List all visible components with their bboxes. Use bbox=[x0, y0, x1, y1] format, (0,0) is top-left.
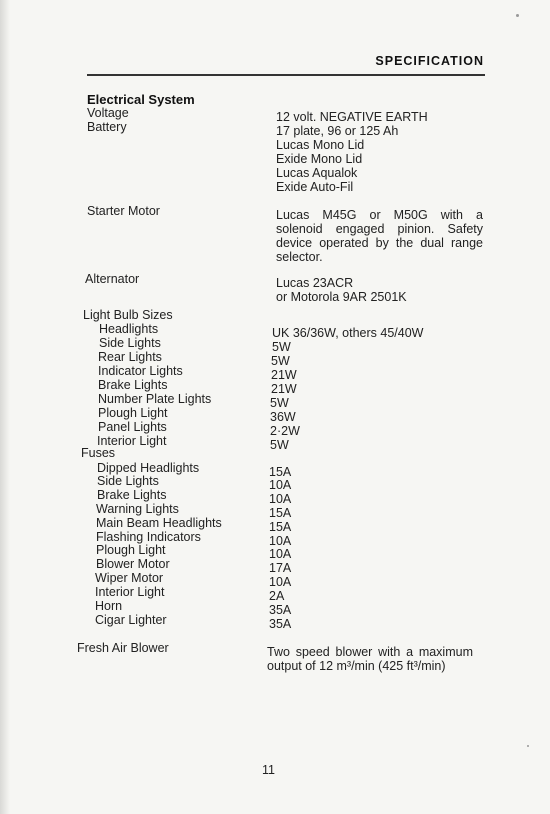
battery-line: Exide Auto-Fil bbox=[276, 180, 354, 194]
page-spine-shadow bbox=[0, 0, 10, 814]
fuse-name: Side Lights bbox=[97, 474, 159, 488]
fuse-name: Blower Motor bbox=[96, 557, 170, 571]
fuse-name: Cigar Lighter bbox=[95, 613, 167, 627]
fuse-value: 15A bbox=[269, 520, 292, 534]
battery-line: Lucas Mono Lid bbox=[276, 138, 365, 152]
bulb-name: Indicator Lights bbox=[98, 364, 183, 378]
voltage-value: 12 volt. NEGATIVE EARTH bbox=[276, 110, 428, 124]
bulb-name: Plough Light bbox=[98, 406, 168, 420]
battery-line: 17 plate, 96 or 125 Ah bbox=[276, 124, 399, 138]
starter-value: Lucas M45G or M50G with a solenoid engaged pinion. Safety device operated by the dual range selector. bbox=[276, 208, 483, 264]
battery-line: Lucas Aqualok bbox=[276, 166, 358, 180]
fuse-value: 17A bbox=[269, 561, 292, 575]
fuse-name: Wiper Motor bbox=[95, 571, 164, 585]
fuse-value: 10A bbox=[269, 547, 292, 561]
bulb-name: Headlights bbox=[99, 322, 159, 336]
bulb-value: 5W bbox=[270, 396, 289, 410]
bulb-value: 5W bbox=[272, 340, 291, 354]
header-rule bbox=[87, 74, 485, 76]
bulb-value: 5W bbox=[270, 438, 289, 452]
fuse-name: Plough Light bbox=[96, 543, 166, 557]
fresh-air-blower-label: Fresh Air Blower bbox=[77, 641, 169, 655]
fuse-name: Brake Lights bbox=[97, 488, 167, 502]
bulb-name: Side Lights bbox=[99, 336, 161, 350]
fuse-value: 15A bbox=[269, 506, 292, 520]
fuse-name: Warning Lights bbox=[96, 502, 179, 516]
fuse-name: Flashing Indicators bbox=[96, 530, 201, 544]
page-speck bbox=[516, 14, 519, 17]
bulb-value: 36W bbox=[270, 410, 296, 424]
fuse-value: 10A bbox=[269, 478, 292, 492]
fuse-value: 15A bbox=[269, 465, 292, 479]
fuse-name: Dipped Headlights bbox=[97, 461, 200, 475]
bulb-name: Panel Lights bbox=[98, 420, 167, 434]
fuse-value: 10A bbox=[269, 534, 292, 548]
bulb-name: Number Plate Lights bbox=[98, 392, 212, 406]
fuses-label: Fuses bbox=[81, 446, 116, 460]
alternator-line: Lucas 23ACR bbox=[276, 276, 354, 290]
bulb-value: 2·2W bbox=[270, 424, 300, 438]
section-title: Electrical System bbox=[87, 92, 195, 107]
page-header-title: SPECIFICATION bbox=[375, 54, 484, 68]
alternator-label: Alternator bbox=[85, 272, 140, 286]
voltage-label: Voltage bbox=[87, 106, 129, 120]
battery-label: Battery bbox=[87, 120, 127, 134]
fuse-name: Horn bbox=[95, 599, 123, 613]
page-speck bbox=[527, 745, 529, 747]
bulb-name: Rear Lights bbox=[98, 350, 162, 364]
fuse-name: Interior Light bbox=[95, 585, 165, 599]
fuse-value: 10A bbox=[269, 492, 292, 506]
fuse-value: 35A bbox=[269, 617, 292, 631]
fuse-value: 35A bbox=[269, 603, 292, 617]
bulb-value: UK 36/36W, others 45/40W bbox=[272, 326, 424, 340]
starter-label: Starter Motor bbox=[87, 204, 160, 218]
bulb-value: 21W bbox=[271, 382, 297, 396]
bulb-value: 21W bbox=[271, 368, 297, 382]
bulb-name: Interior Light bbox=[97, 434, 167, 448]
battery-line: Exide Mono Lid bbox=[276, 152, 363, 166]
fuse-value: 10A bbox=[269, 575, 292, 589]
fuse-value: 2A bbox=[269, 589, 285, 603]
bulb-value: 5W bbox=[271, 354, 290, 368]
page-number: 11 bbox=[262, 763, 275, 777]
light-bulb-sizes-label: Light Bulb Sizes bbox=[83, 308, 173, 322]
fuse-name: Main Beam Headlights bbox=[96, 516, 222, 530]
fresh-air-blower-value: Two speed blower with a maximum output of 12 m³/min (425 ft³/min) bbox=[267, 645, 473, 673]
bulb-name: Brake Lights bbox=[98, 378, 168, 392]
alternator-line: or Motorola 9AR 2501K bbox=[276, 290, 407, 304]
